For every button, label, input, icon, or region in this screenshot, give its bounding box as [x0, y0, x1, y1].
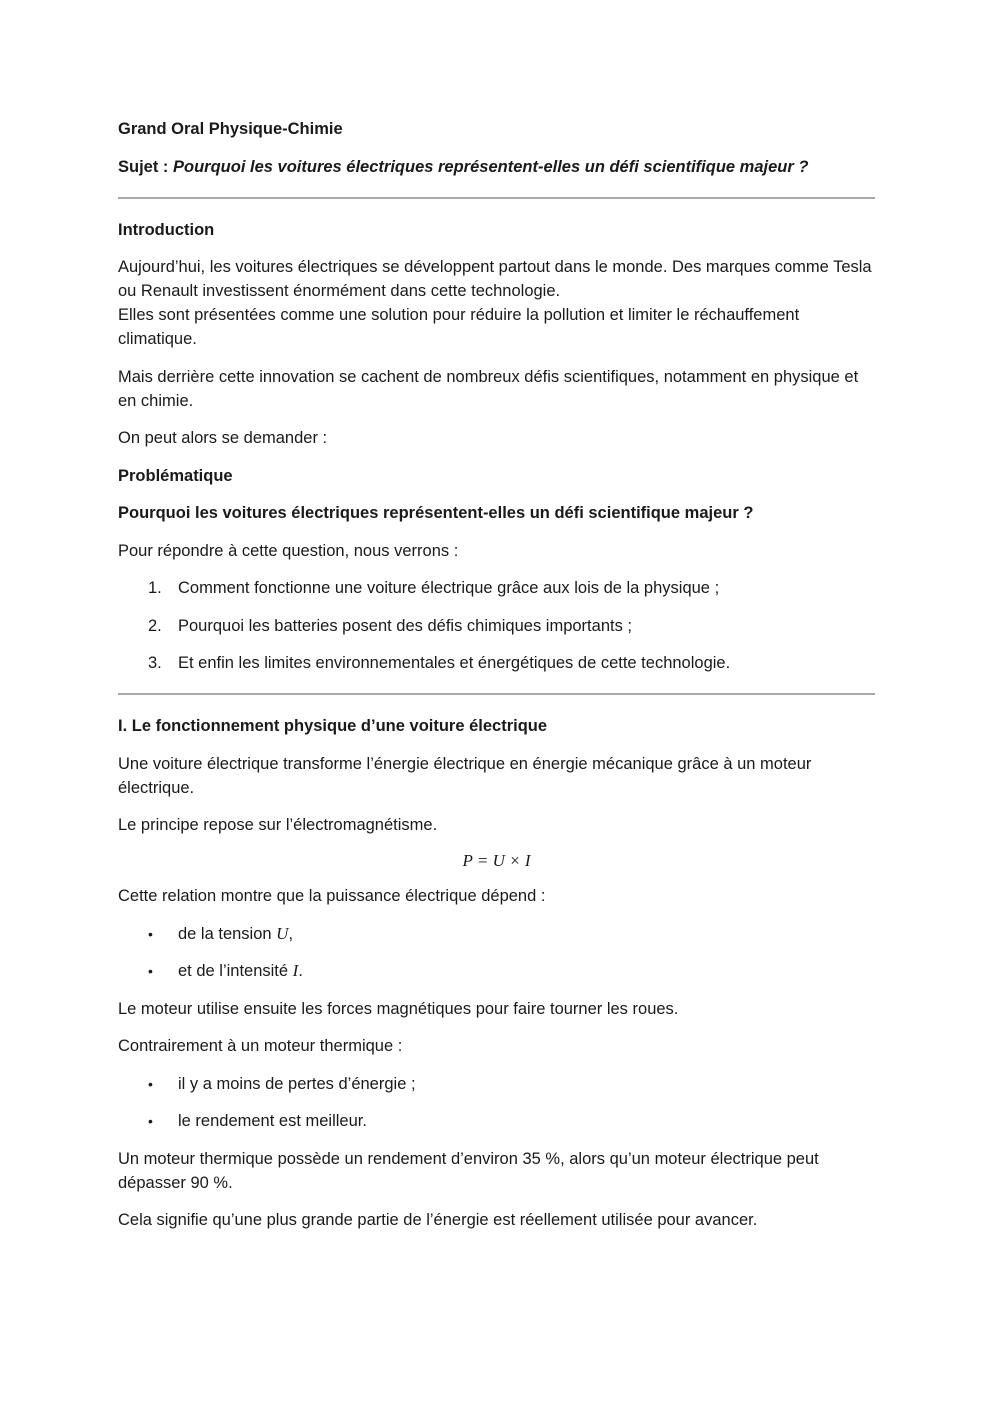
variable-i: I	[292, 961, 299, 980]
list-item-text: Et enfin les limites environnementales et énergétiques de cette technologie.	[178, 654, 731, 672]
variable-u: U	[276, 923, 289, 943]
intro-paragraph-1	[118, 255, 875, 351]
list-item-number: 1.	[148, 579, 162, 597]
divider	[118, 693, 875, 695]
intro-paragraph-1-line-2: Elles sont présentées comme une solution pour réduire la pollution et limiter le réchauffement climatique.	[118, 306, 800, 348]
list-item-text: de la tension	[178, 924, 277, 943]
list-item	[118, 576, 875, 600]
list-item	[118, 959, 875, 983]
bullet-icon: •	[148, 1113, 153, 1129]
intro-paragraph-1-line-1: Aujourd’hui, les voitures électriques se développent partout dans le monde. Des marques comme Tesla ou Renault investissent énormément dans cette technologie.	[118, 258, 872, 300]
list-item-text: Pourquoi les batteries posent des défis chimiques importants ;	[178, 616, 632, 635]
section-1-paragraph-5: Contrairement à un moteur thermique :	[118, 1037, 403, 1055]
section-1-paragraph-7: Cela signifie qu’une plus grande partie de l’énergie est réellement utilisée pour avancer.	[118, 1211, 758, 1229]
section-1-paragraph-3: Cette relation montre que la puissance électrique dépend :	[118, 887, 546, 905]
document-title: Grand Oral Physique-Chimie	[118, 120, 343, 138]
section-1-paragraph-4: Le moteur utilise ensuite les forces magnétiques pour faire tourner les roues.	[118, 999, 679, 1018]
plan-intro: Pour répondre à cette question, nous verrons :	[118, 541, 459, 560]
list-item-number: 3.	[148, 654, 162, 672]
list-item-text: il y a moins de pertes d’énergie ;	[178, 1074, 416, 1093]
list-item	[118, 651, 875, 675]
bullet-icon: •	[148, 963, 153, 979]
section-1-paragraph-6: Un moteur thermique possède un rendement d’environ 35 %, alors qu’un moteur électrique peut dépasser 90 %.	[118, 1149, 819, 1192]
list-item-text: et de l’intensité	[178, 962, 293, 980]
bullet-list-dependencies	[118, 922, 875, 984]
intro-heading: Introduction	[118, 220, 215, 239]
list-item-number: 2.	[148, 616, 162, 635]
power-formula	[118, 848, 875, 873]
bullet-list-advantages	[118, 1072, 875, 1134]
bullet-icon: •	[148, 925, 153, 942]
subject-text: Pourquoi les voitures électriques représentent-elles un défi scientifique majeur ?	[173, 157, 809, 176]
section-1-paragraph-1: Une voiture électrique transforme l’énergie électrique en énergie mécanique grâce à un moteur électrique.	[118, 754, 812, 797]
intro-paragraph-2: Mais derrière cette innovation se cachent de nombreux défis scientifiques, notamment en physique et en chimie.	[118, 367, 859, 410]
list-item-text: le rendement est meilleur.	[178, 1112, 367, 1130]
list-item	[118, 614, 875, 638]
section-1-heading: I. Le fonctionnement physique d’une voiture électrique	[118, 717, 548, 735]
subject-label: Sujet :	[118, 157, 169, 176]
formula-text: P = U × I	[462, 851, 531, 870]
bullet-icon: •	[148, 1075, 153, 1092]
list-item	[118, 922, 875, 946]
problem-question: Pourquoi les voitures électriques représentent-elles un défi scientifique majeur ?	[118, 504, 754, 522]
list-item-punct: .	[298, 962, 303, 980]
list-item	[118, 1072, 875, 1096]
list-item-text: Comment fonctionne une voiture électrique grâce aux lois de la physique ;	[178, 579, 720, 597]
plan-list	[118, 576, 875, 675]
intro-paragraph-3: On peut alors se demander :	[118, 429, 328, 447]
section-1-paragraph-2: Le principe repose sur l’électromagnétisme.	[118, 816, 438, 834]
subject-line	[118, 155, 875, 179]
divider	[118, 197, 875, 199]
list-item	[118, 1109, 875, 1133]
problem-heading: Problématique	[118, 466, 233, 485]
list-item-punct: ,	[288, 924, 294, 943]
document-page	[118, 117, 875, 1246]
